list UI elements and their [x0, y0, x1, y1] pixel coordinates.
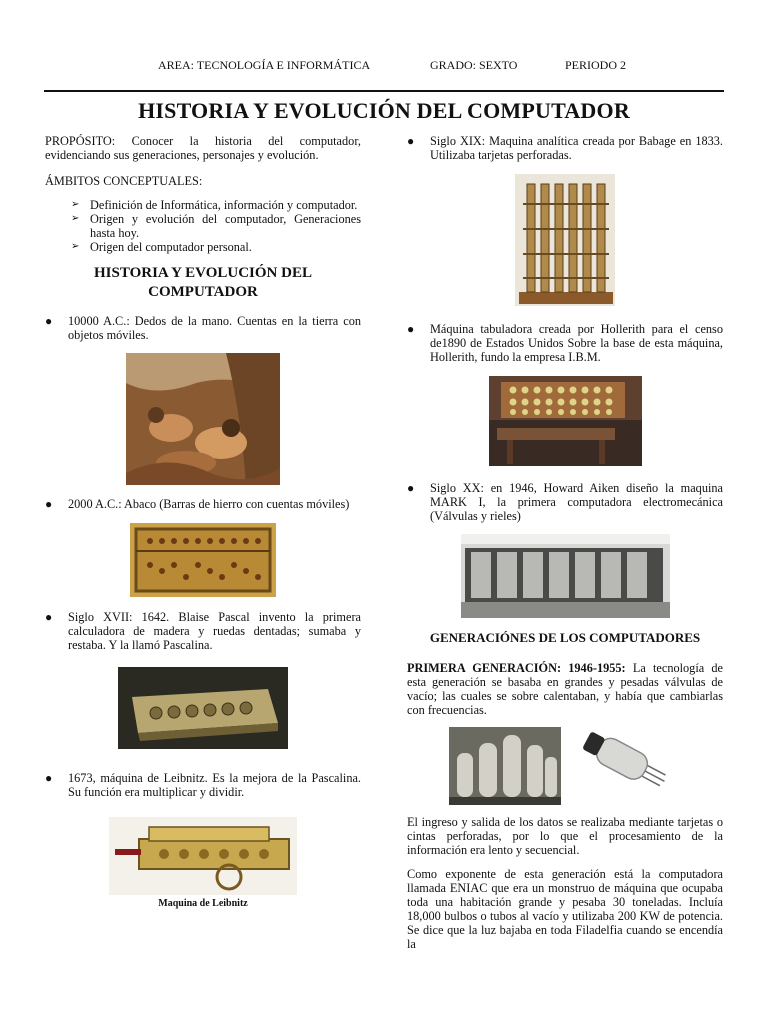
- bullet-icon: ●: [45, 610, 53, 624]
- history-item: ● 10000 A.C.: Dedos de la mano. Cuentas en la tierra con objetos móviles.: [45, 314, 361, 342]
- prehistoric-counting-image: [126, 353, 280, 485]
- first-generation-text: PRIMERA GENERACIÓN: 1946-1955: La tecnología de esta generación se basaba en grandes y pesadas válvulas de vacío; las cuales se sobre calentaban, y había que cambiarlas con frecuencias.: [407, 661, 723, 717]
- arrow-bullet-icon: ➢: [71, 241, 80, 252]
- left-column: [45, 134, 361, 911]
- vacuum-tubes-image: [449, 727, 561, 805]
- right-column: [407, 134, 723, 951]
- header-rule: [44, 90, 724, 92]
- tabulating-machine-image: [489, 376, 642, 466]
- ambito-item: ➢ Origen y evolución del computador, Generaciones hasta hoy.: [71, 212, 361, 240]
- abacus-image: [130, 523, 276, 597]
- header-grado: GRADO: SEXTO: [430, 58, 518, 72]
- mark-i-image: [461, 534, 670, 618]
- analytical-engine-image: [515, 174, 615, 306]
- vacuum-tube-image: [571, 727, 681, 797]
- section-subtitle: HISTORIA Y EVOLUCIÓN DEL COMPUTADOR: [94, 265, 312, 300]
- io-paragraph: El ingreso y salida de los datos se realizaba mediante tarjetas o cintas perforadas, por lo que el procesamiento de la información era lento y secuencial.: [407, 815, 723, 857]
- ambito-item: ➢ Origen del computador personal.: [71, 240, 252, 254]
- arrow-bullet-icon: ➢: [71, 199, 80, 210]
- bullet-icon: ●: [407, 481, 415, 495]
- history-item: ● Máquina tabuladora creada por Hollerith para el censo de1890 de Estados Unidos Sobre la base de esta máquina, Hollerith, fundo la empresa I.B.M.: [407, 322, 723, 364]
- history-item: ● Siglo XIX: Maquina analítica creada por Babage en 1833. Utilizaba tarjetas perforadas.: [407, 134, 723, 162]
- arrow-bullet-icon: ➢: [71, 213, 80, 224]
- bullet-icon: ●: [45, 314, 53, 328]
- purpose-text: PROPÓSITO: Conocer la historia del computador, evidenciando sus generaciones, personajes y evolución.: [45, 134, 361, 162]
- page-title: HISTORIA Y EVOLUCIÓN DEL COMPUTADOR: [138, 98, 630, 123]
- pascalina-image: [118, 667, 288, 749]
- bullet-icon: ●: [45, 771, 53, 785]
- history-item: ● Siglo XX: en 1946, Howard Aiken diseño la maquina MARK I, la primera computadora electromecánica (Válvulas y rieles): [407, 481, 723, 523]
- history-item: ● Siglo XVII: 1642. Blaise Pascal invento la primera calculadora de madera y ruedas dentadas; sumaba y restaba. Y la llamó Pascalina.: [45, 610, 361, 652]
- bullet-icon: ●: [45, 497, 53, 511]
- header-periodo: PERIODO 2: [565, 58, 627, 72]
- ambito-item: ➢ Definición de Informática, información y computador.: [71, 198, 358, 212]
- leibnitz-machine-image: [109, 817, 297, 895]
- eniac-paragraph: Como exponente de esta generación está la computadora llamada ENIAC que era un monstruo de máquina que ocupaba toda una habitación grande y pesaba 30 toneladas. Incluía 18,000 bulbos o tubos al vacío y utilizaba 200 KW de potencia. Se dice que la luz bajaba en toda Filadelfia cuando se encendía la: [407, 867, 723, 951]
- ambitos-label: ÁMBITOS CONCEPTUALES:: [45, 174, 203, 188]
- vacuum-tubes-images: [407, 727, 723, 805]
- header-area: AREA: TECNOLOGÍA E INFORMÁTICA: [158, 58, 371, 72]
- history-item: ● 1673, máquina de Leibnitz. Es la mejora de la Pascalina. Su función era multiplicar y dividir.: [45, 771, 361, 799]
- leibnitz-caption: Maquina de Leibnitz: [158, 898, 248, 909]
- bullet-icon: ●: [407, 322, 415, 336]
- bullet-icon: ●: [407, 134, 415, 148]
- history-item: ● 2000 A.C.: Abaco (Barras de hierro con cuentas móviles): [45, 497, 350, 511]
- generations-title: GENERACIÓNES DE LOS COMPUTADORES: [429, 630, 701, 645]
